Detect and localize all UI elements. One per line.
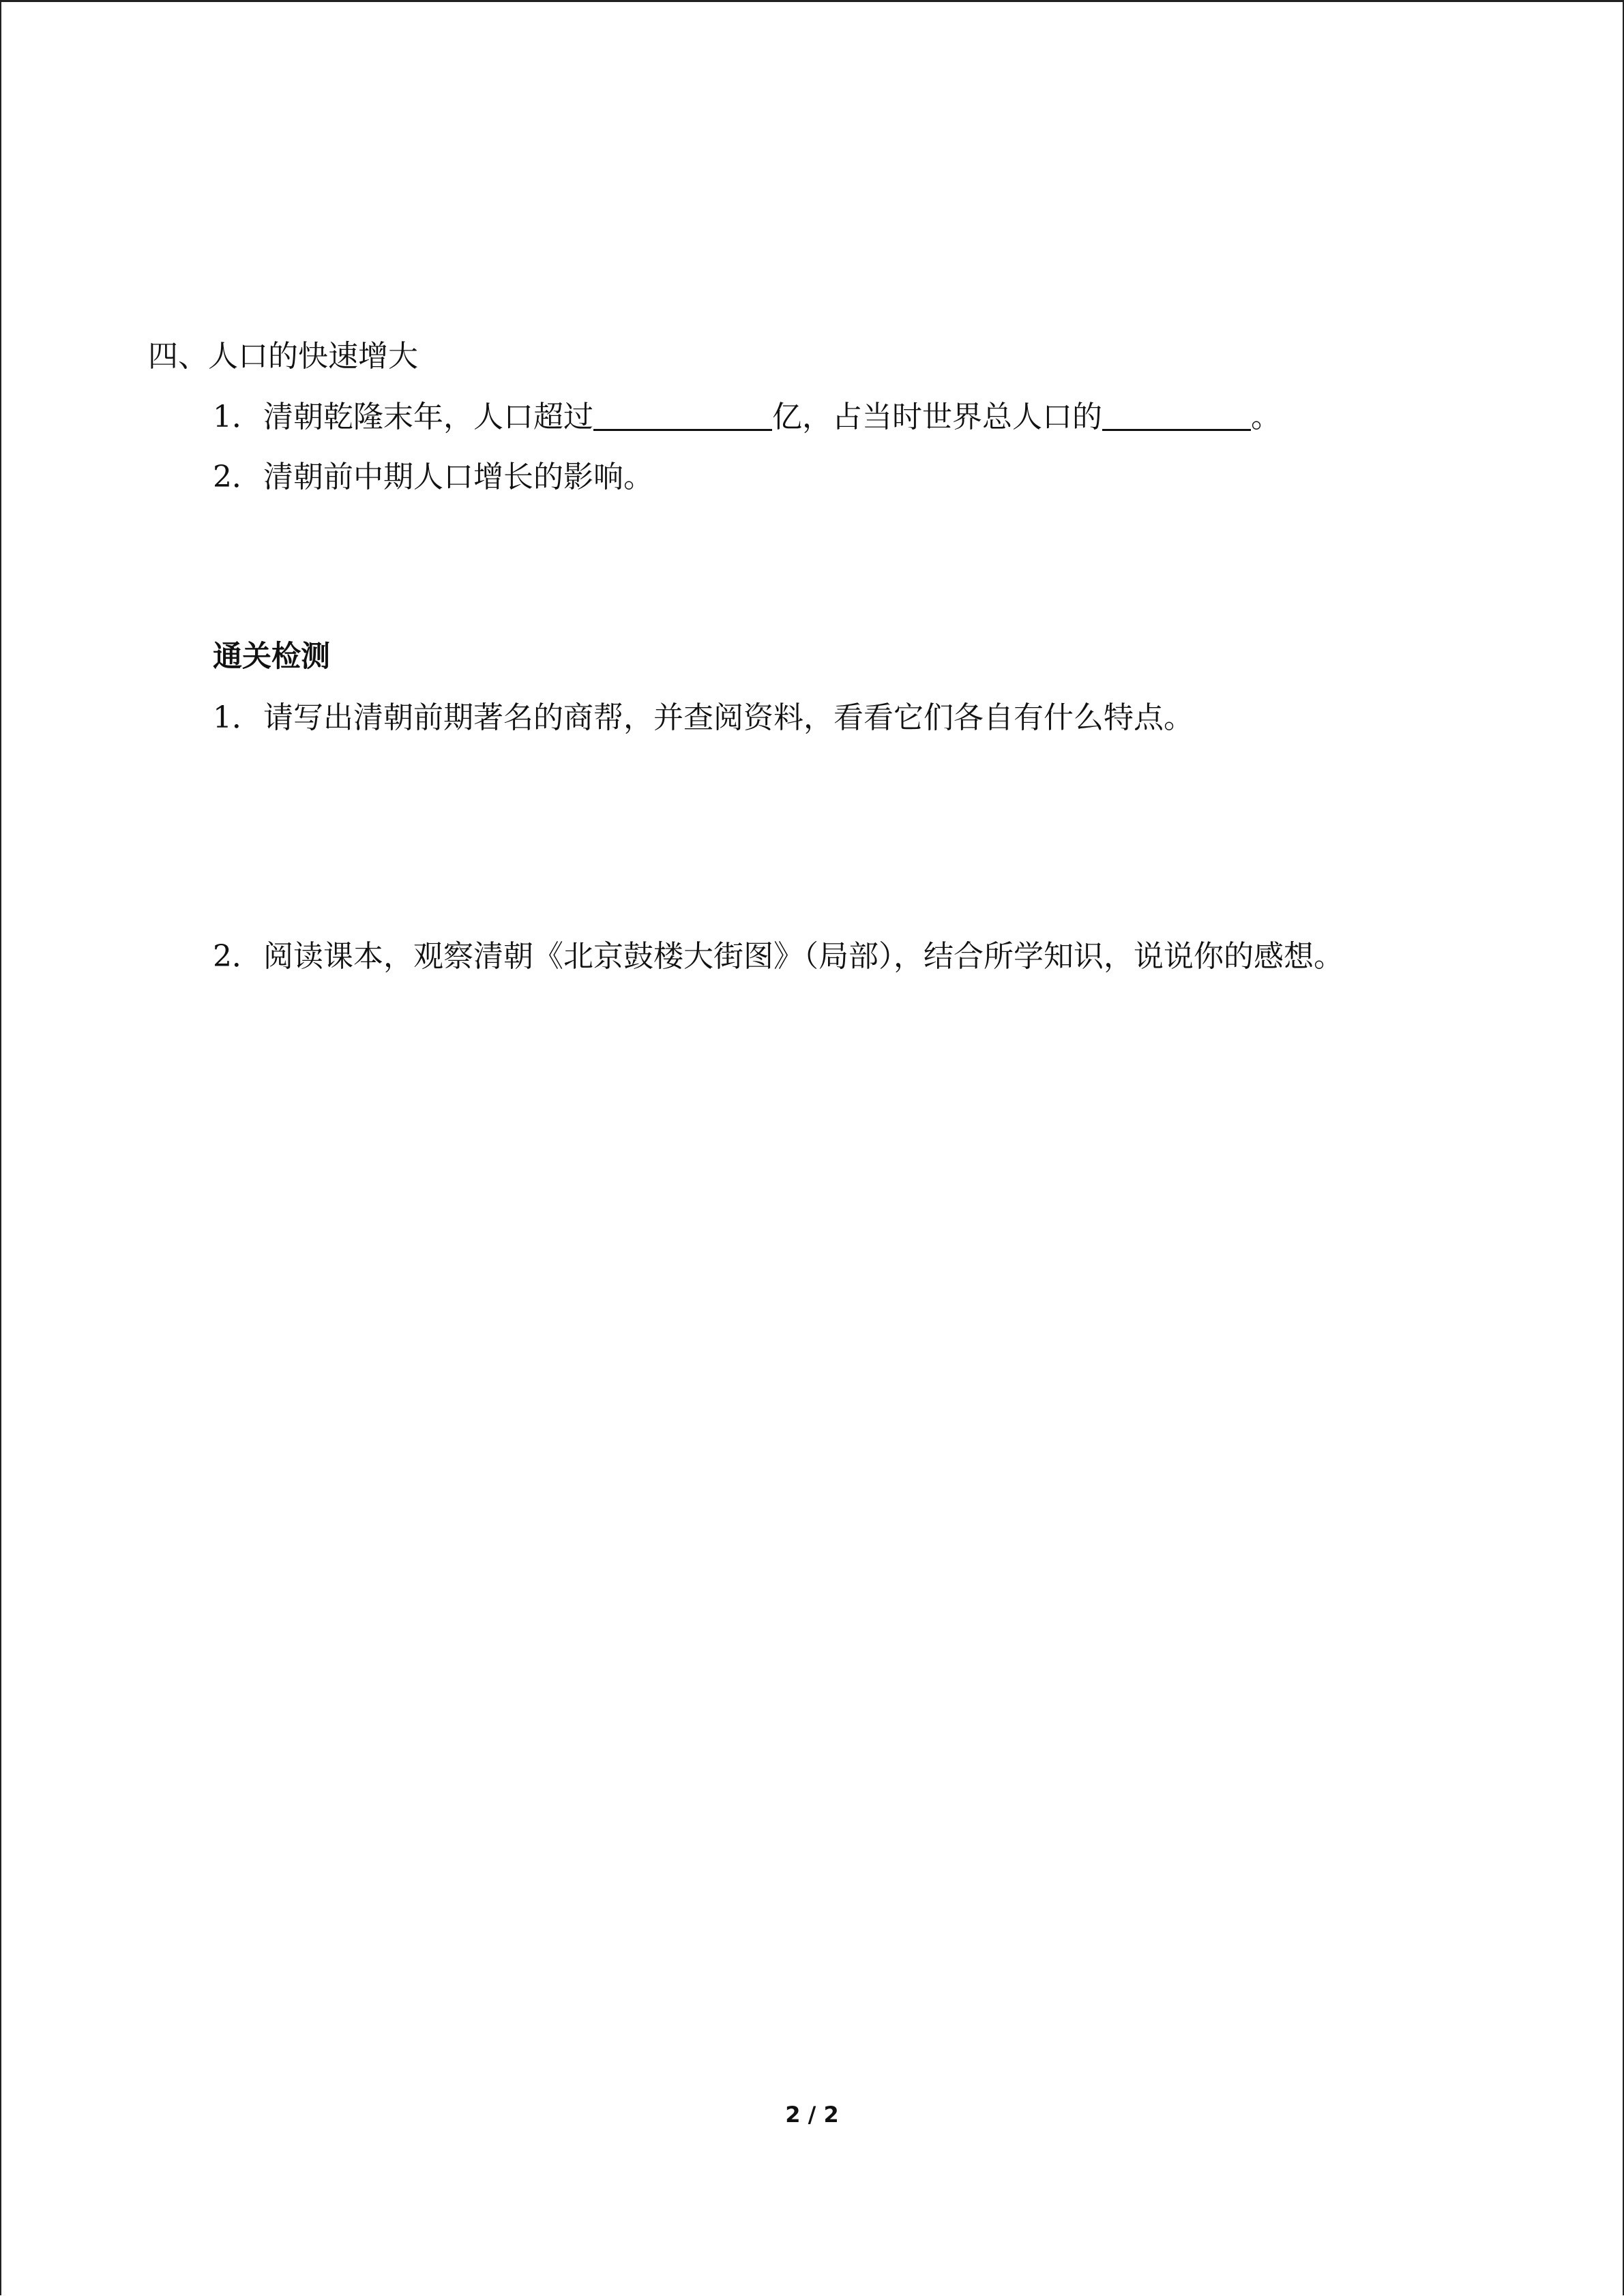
test-question-1 [213, 699, 1194, 737]
question-number: 2． [213, 460, 262, 494]
question-text: 清朝乾隆末年，人口超过 [263, 400, 593, 434]
test-heading: 通关检测 [213, 640, 330, 674]
question-number: 1． [213, 700, 262, 735]
question-text: 清朝前中期人口增长的影响。 [263, 460, 653, 494]
page-number: 2 / 2 [785, 2102, 839, 2128]
question-number: 2． [213, 939, 262, 974]
question-text: 亿，占当时世界总人口的 [772, 400, 1102, 434]
fill-blank-share[interactable] [1102, 398, 1251, 431]
test-question-2 [213, 938, 1344, 976]
question-text: 。 [1251, 400, 1281, 434]
question-text: 阅读课本，观察清朝《北京鼓楼大街图》（局部），结合所学知识，说说你的感想。 [263, 939, 1344, 974]
question-2 [213, 458, 653, 496]
question-text: 请写出清朝前期著名的商帮，并查阅资料，看看它们各自有什么特点。 [263, 700, 1194, 735]
section-heading: 四、人口的快速增大 [148, 339, 418, 374]
question-1 [213, 398, 1281, 436]
fill-blank-population[interactable] [593, 398, 772, 431]
question-number: 1． [213, 400, 262, 434]
